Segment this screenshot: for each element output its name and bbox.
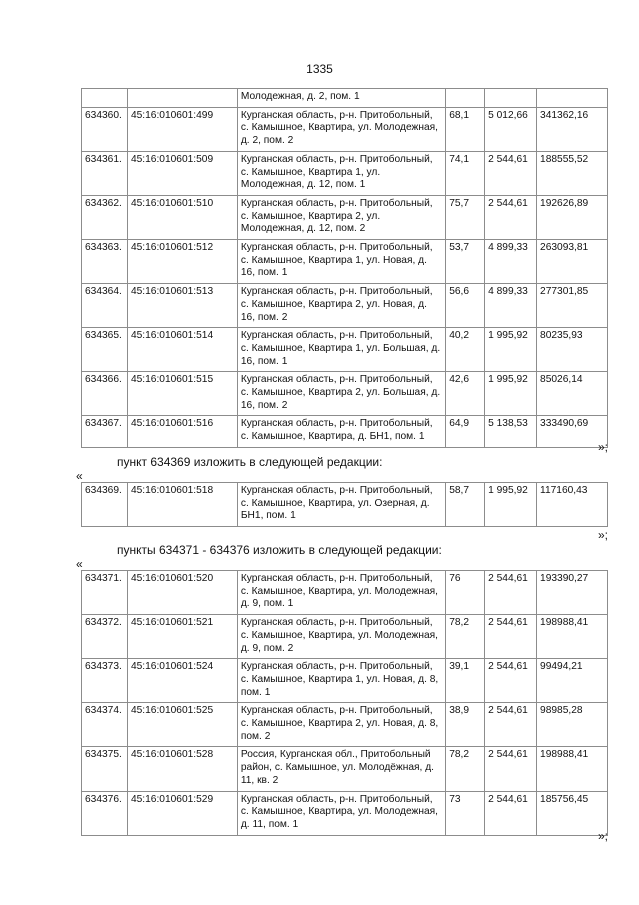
cadastral-value-cell: 192626,89 [537, 195, 608, 239]
address-cell: Курганская область, р-н. Притобольный, с. Камышное, Квартира 2, ул. Молодежная, д. 12, пом. 2 [237, 195, 445, 239]
unit-value-cell: 2 544,61 [485, 151, 537, 195]
table-row [82, 615, 608, 659]
table-row [82, 89, 608, 108]
cadastral-number-cell: 45:16:010601:510 [127, 195, 237, 239]
address-cell: Курганская область, р-н. Притобольный, с. Камышное, Квартира, ул. Озерная, д. БН1, пом. 1 [237, 483, 445, 527]
cadastral-value-cell: 263093,81 [537, 240, 608, 284]
table-row [82, 483, 608, 527]
cadastral-value-cell: 198988,41 [537, 615, 608, 659]
area-cell [446, 89, 485, 108]
cadastral-value-cell: 99494,21 [537, 659, 608, 703]
item-number-cell: 634365. [82, 328, 128, 372]
address-cell: Курганская область, р-н. Притобольный, с. Камышное, Квартира 2, ул. Новая, д. 8, пом. 2 [237, 703, 445, 747]
cadastral-number-cell: 45:16:010601:516 [127, 416, 237, 447]
area-cell: 78,2 [446, 747, 485, 791]
address-cell: Курганская область, р-н. Притобольный, с. Камышное, Квартира, ул. Молодежная, д. 9, пом. 2 [237, 615, 445, 659]
cadastral-value-cell: 85026,14 [537, 372, 608, 416]
item-number-cell: 634372. [82, 615, 128, 659]
area-cell: 68,1 [446, 107, 485, 151]
unit-value-cell: 5 138,53 [485, 416, 537, 447]
amendment-heading-634369: пункт 634369 изложить в следующей редакции: [117, 455, 383, 469]
table-row [82, 151, 608, 195]
opening-quote: « [76, 557, 83, 571]
cadastral-value-cell: 188555,52 [537, 151, 608, 195]
cadastral-number-cell: 45:16:010601:524 [127, 659, 237, 703]
table-row [82, 107, 608, 151]
item-number-cell: 634374. [82, 703, 128, 747]
item-number-cell: 634373. [82, 659, 128, 703]
cadastral-value-cell: 117160,43 [537, 483, 608, 527]
area-cell: 76 [446, 571, 485, 615]
cadastral-value-cell: 333490,69 [537, 416, 608, 447]
item-number-cell [82, 89, 128, 108]
item-number-cell: 634363. [82, 240, 128, 284]
area-cell: 64,9 [446, 416, 485, 447]
item-number-cell: 634369. [82, 483, 128, 527]
unit-value-cell: 2 544,61 [485, 195, 537, 239]
area-cell: 56,6 [446, 284, 485, 328]
unit-value-cell: 2 544,61 [485, 615, 537, 659]
item-number-cell: 634360. [82, 107, 128, 151]
registry-table-634369 [81, 482, 608, 527]
table-row [82, 284, 608, 328]
area-cell: 58,7 [446, 483, 485, 527]
table-row [82, 791, 608, 835]
cadastral-number-cell: 45:16:010601:528 [127, 747, 237, 791]
unit-value-cell: 5 012,66 [485, 107, 537, 151]
cadastral-value-cell: 341362,16 [537, 107, 608, 151]
cadastral-value-cell: 277301,85 [537, 284, 608, 328]
table-row [82, 240, 608, 284]
address-cell: Россия, Курганская обл., Притобольный район, с. Камышное, ул. Молодёжная, д. 11, кв. 2 [237, 747, 445, 791]
unit-value-cell [485, 89, 537, 108]
item-number-cell: 634371. [82, 571, 128, 615]
address-cell: Курганская область, р-н. Притобольный, с. Камышное, Квартира, д. БН1, пом. 1 [237, 416, 445, 447]
address-cell: Молодежная, д. 2, пом. 1 [237, 89, 445, 108]
address-cell: Курганская область, р-н. Притобольный, с. Камышное, Квартира 2, ул. Новая, д. 16, пом. 2 [237, 284, 445, 328]
table-row [82, 747, 608, 791]
unit-value-cell: 1 995,92 [485, 328, 537, 372]
unit-value-cell: 2 544,61 [485, 747, 537, 791]
area-cell: 75,7 [446, 195, 485, 239]
closing-quote: »; [597, 440, 608, 454]
address-cell: Курганская область, р-н. Притобольный, с. Камышное, Квартира, ул. Молодежная, д. 2, пом. 2 [237, 107, 445, 151]
cadastral-value-cell: 198988,41 [537, 747, 608, 791]
address-cell: Курганская область, р-н. Притобольный, с. Камышное, Квартира 1, ул. Новая, д. 16, пом. 1 [237, 240, 445, 284]
table-row [82, 195, 608, 239]
table-row [82, 659, 608, 703]
address-cell: Курганская область, р-н. Притобольный, с. Камышное, Квартира, ул. Молодежная, д. 9, пом. 1 [237, 571, 445, 615]
area-cell: 73 [446, 791, 485, 835]
item-number-cell: 634364. [82, 284, 128, 328]
cadastral-value-cell: 193390,27 [537, 571, 608, 615]
item-number-cell: 634362. [82, 195, 128, 239]
cadastral-number-cell: 45:16:010601:518 [127, 483, 237, 527]
unit-value-cell: 4 899,33 [485, 284, 537, 328]
unit-value-cell: 2 544,61 [485, 571, 537, 615]
item-number-cell: 634367. [82, 416, 128, 447]
item-number-cell: 634361. [82, 151, 128, 195]
cadastral-number-cell: 45:16:010601:499 [127, 107, 237, 151]
amendment-heading-634371-634376: пункты 634371 - 634376 изложить в следующей редакции: [117, 543, 442, 557]
page-number: 1335 [306, 62, 333, 76]
area-cell: 39,1 [446, 659, 485, 703]
area-cell: 53,7 [446, 240, 485, 284]
address-cell: Курганская область, р-н. Притобольный, с. Камышное, Квартира, ул. Молодежная, д. 11, пом. 1 [237, 791, 445, 835]
cadastral-number-cell [127, 89, 237, 108]
address-cell: Курганская область, р-н. Притобольный, с. Камышное, Квартира 2, ул. Большая, д. 16, пом. 2 [237, 372, 445, 416]
table-row [82, 571, 608, 615]
cadastral-number-cell: 45:16:010601:520 [127, 571, 237, 615]
cadastral-number-cell: 45:16:010601:529 [127, 791, 237, 835]
table-row [82, 372, 608, 416]
unit-value-cell: 1 995,92 [485, 483, 537, 527]
unit-value-cell: 2 544,61 [485, 659, 537, 703]
item-number-cell: 634375. [82, 747, 128, 791]
cadastral-number-cell: 45:16:010601:521 [127, 615, 237, 659]
table-row [82, 416, 608, 447]
cadastral-number-cell: 45:16:010601:509 [127, 151, 237, 195]
area-cell: 40,2 [446, 328, 485, 372]
unit-value-cell: 4 899,33 [485, 240, 537, 284]
table-row [82, 328, 608, 372]
area-cell: 42,6 [446, 372, 485, 416]
area-cell: 38,9 [446, 703, 485, 747]
cadastral-value-cell [537, 89, 608, 108]
cadastral-number-cell: 45:16:010601:525 [127, 703, 237, 747]
cadastral-number-cell: 45:16:010601:512 [127, 240, 237, 284]
cadastral-value-cell: 80235,93 [537, 328, 608, 372]
address-cell: Курганская область, р-н. Притобольный, с. Камышное, Квартира 1, ул. Молодежная, д. 12, пом. 1 [237, 151, 445, 195]
cadastral-number-cell: 45:16:010601:515 [127, 372, 237, 416]
unit-value-cell: 2 544,61 [485, 703, 537, 747]
address-cell: Курганская область, р-н. Притобольный, с. Камышное, Квартира 1, ул. Новая, д. 8, пом. 1 [237, 659, 445, 703]
cadastral-number-cell: 45:16:010601:513 [127, 284, 237, 328]
closing-quote: »; [597, 829, 608, 843]
address-cell: Курганская область, р-н. Притобольный, с. Камышное, Квартира 1, ул. Большая, д. 16, пом. 1 [237, 328, 445, 372]
cadastral-value-cell: 98985,28 [537, 703, 608, 747]
area-cell: 74,1 [446, 151, 485, 195]
item-number-cell: 634366. [82, 372, 128, 416]
table-row [82, 703, 608, 747]
registry-table-top [81, 88, 608, 448]
registry-table-634371-634376 [81, 570, 608, 836]
item-number-cell: 634376. [82, 791, 128, 835]
closing-quote: »; [597, 528, 608, 542]
unit-value-cell: 1 995,92 [485, 372, 537, 416]
area-cell: 78,2 [446, 615, 485, 659]
opening-quote: « [76, 469, 83, 483]
unit-value-cell: 2 544,61 [485, 791, 537, 835]
cadastral-number-cell: 45:16:010601:514 [127, 328, 237, 372]
cadastral-value-cell: 185756,45 [537, 791, 608, 835]
